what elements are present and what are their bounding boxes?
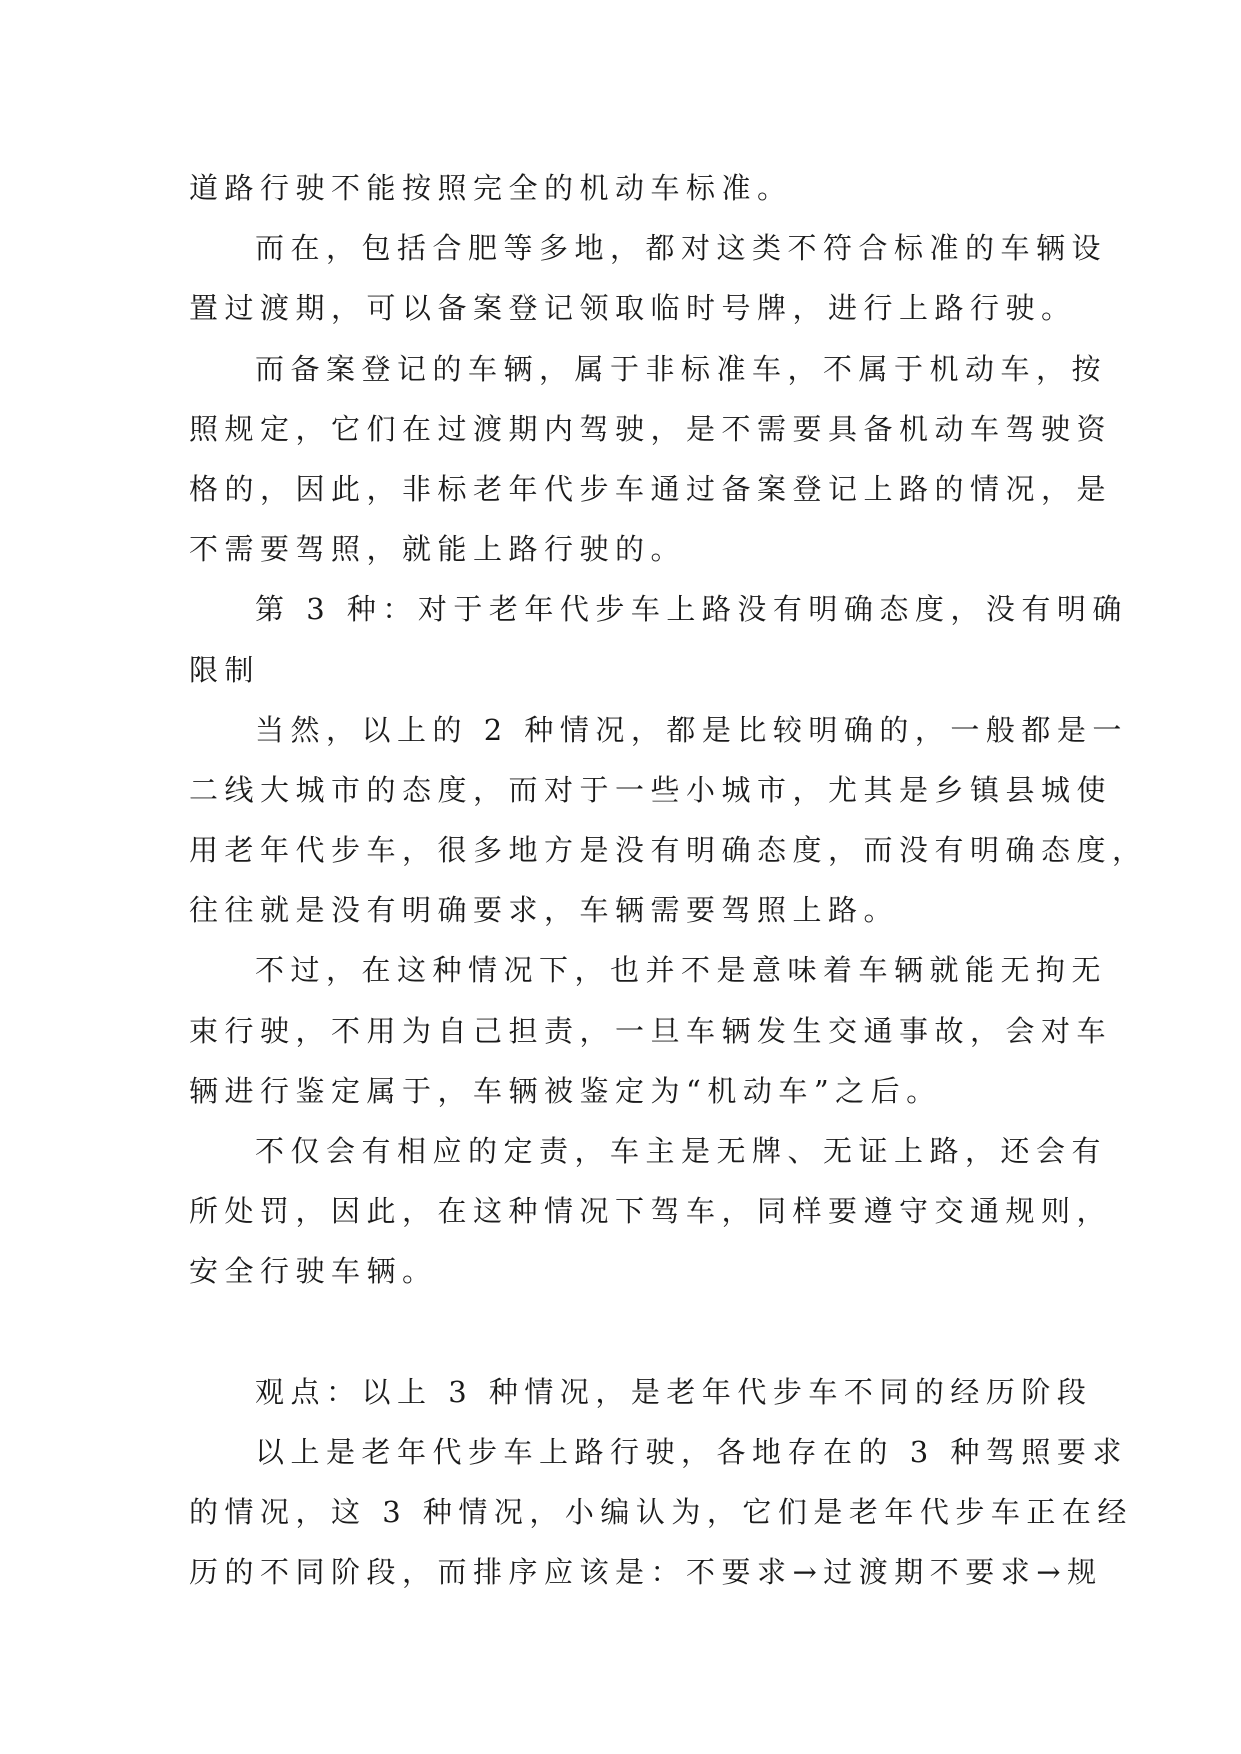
blank-line xyxy=(189,1302,1069,1362)
text-line: 往往就是没有明确要求，车辆需要驾照上路。 xyxy=(189,893,900,928)
text-line: 当然，以上的 2 种情况，都是比较明确的，一般都是一 xyxy=(255,712,1128,747)
section-heading-line: 观点：以上 3 种情况，是老年代步车不同的经历阶段 xyxy=(255,1374,1093,1409)
text-line: 用老年代步车，很多地方是没有明确态度，而没有明确态度， xyxy=(189,833,1148,868)
section-heading-line: 第 3 种：对于老年代步车上路没有明确态度，没有明确 xyxy=(255,592,1128,627)
text-line: 以上是老年代步车上路行驶，各地存在的 3 种驾照要求 xyxy=(255,1434,1128,1469)
text-line: 的情况，这 3 种情况，小编认为，它们是老年代步车正在经 xyxy=(189,1495,1133,1530)
text-line: 不过，在这种情况下，也并不是意味着车辆就能无拘无 xyxy=(255,953,1108,988)
text-line: 所处罚，因此，在这种情况下驾车，同样要遵守交通规则， xyxy=(189,1194,1113,1229)
document-body xyxy=(189,158,1148,1603)
text-line: 二线大城市的态度，而对于一些小城市，尤其是乡镇县城使 xyxy=(189,772,1113,807)
text-line: 历的不同阶段，而排序应该是：不要求→过渡期不要求→规 xyxy=(189,1555,1103,1590)
text-line: 照规定，它们在过渡期内驾驶，是不需要具备机动车驾驶资 xyxy=(189,411,1113,446)
text-line: 而在，包括合肥等多地，都对这类不符合标准的车辆设 xyxy=(255,231,1108,266)
text-line: 安全行驶车辆。 xyxy=(189,1254,438,1289)
text-line: 而备案登记的车辆，属于非标准车，不属于机动车，按 xyxy=(255,351,1108,386)
text-line: 不仅会有相应的定责，车主是无牌、无证上路，还会有 xyxy=(255,1134,1108,1168)
text-line: 不需要驾照，就能上路行驶的。 xyxy=(189,532,687,567)
text-line: 束行驶，不用为自己担责，一旦车辆发生交通事故，会对车 xyxy=(189,1013,1113,1048)
text-line: 置过渡期，可以备案登记领取临时号牌，进行上路行驶。 xyxy=(189,291,1077,326)
text-line: 格的，因此，非标老年代步车通过备案登记上路的情况，是 xyxy=(189,471,1113,506)
text-line: 道路行驶不能按照完全的机动车标准。 xyxy=(189,171,793,205)
text-line: 辆进行鉴定属于，车辆被鉴定为“机动车”之后。 xyxy=(189,1073,942,1108)
section-heading-line: 限制 xyxy=(189,652,261,687)
